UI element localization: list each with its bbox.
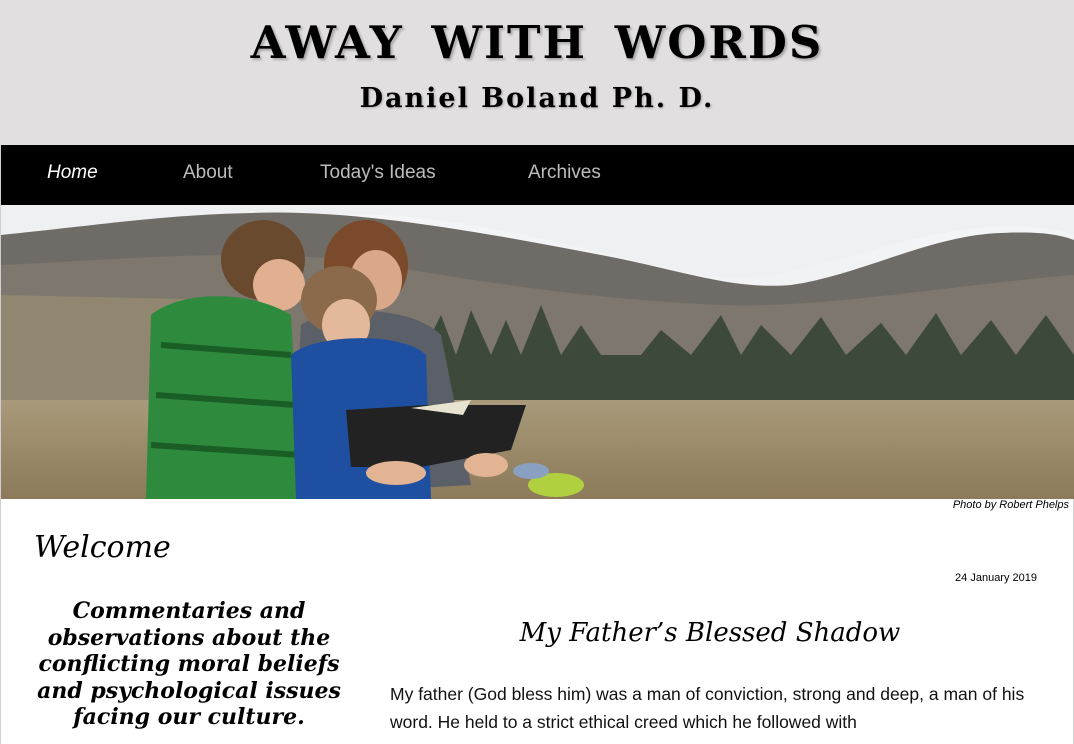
post-title: My Father’s Blessed Shadow — [519, 618, 901, 648]
hero-image — [1, 205, 1074, 499]
post-body: My father (God bless him) was a man of conviction, strong and deep, a man of his word. He held to a strict ethical creed which he followed with — [390, 684, 1025, 732]
nav-archives[interactable]: Archives — [528, 162, 601, 183]
site-subtitle: Daniel Boland Ph. D. — [359, 83, 715, 114]
welcome-heading: Welcome — [34, 530, 171, 565]
main-nav — [1, 145, 1074, 205]
post-date: 24 January 2019 — [955, 572, 1037, 584]
site-title: AWAY WITH WORDS — [250, 16, 824, 69]
photo-credit: Photo by Robert Phelps — [952, 499, 1069, 511]
nav-todays-ideas[interactable]: Today's Ideas — [320, 162, 436, 183]
nav-home[interactable]: Home — [47, 162, 98, 183]
hero-photo-illustration — [1, 205, 1074, 499]
nav-about[interactable]: About — [183, 162, 233, 183]
site-header — [0, 0, 1074, 145]
site-tagline: Commentaries and observations about the conflicting moral beliefs and psychological issues facing our culture. — [37, 598, 341, 730]
